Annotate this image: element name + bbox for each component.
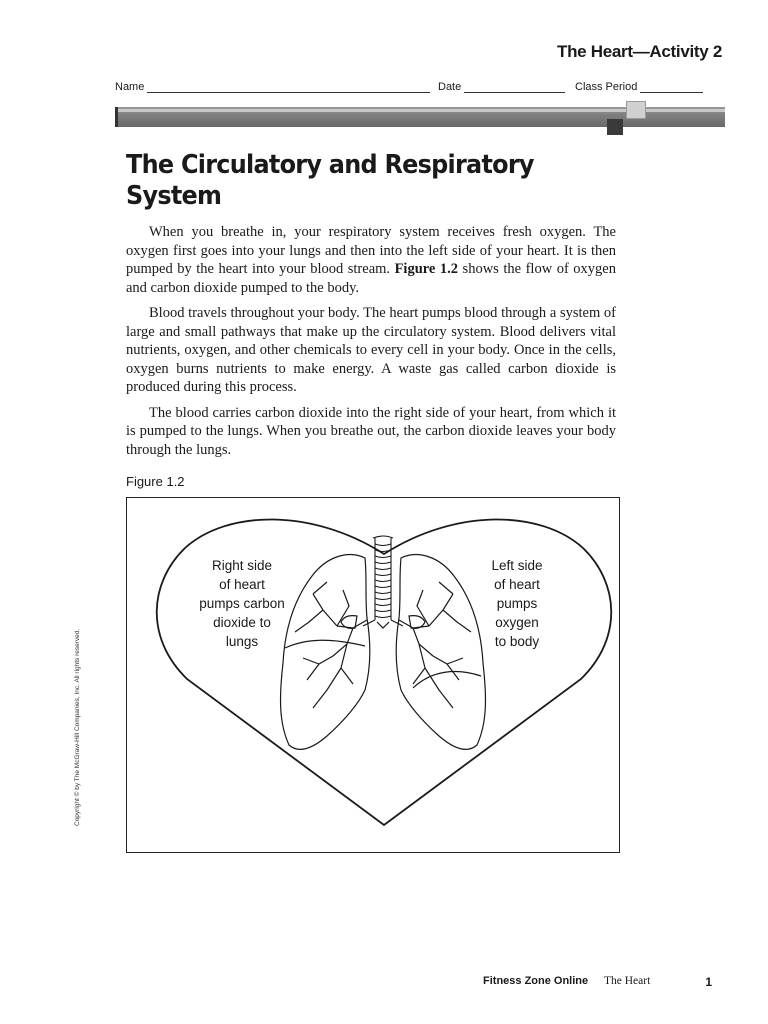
decorative-header-bar: [115, 107, 725, 127]
date-label: Date: [438, 81, 462, 93]
bronchi: [363, 620, 403, 628]
body-text: [126, 223, 616, 466]
student-info-fields: [115, 81, 710, 97]
class-period-label: Class Period: [575, 81, 638, 93]
name-label: Name: [115, 81, 145, 93]
name-field[interactable]: [115, 81, 430, 93]
footer-section: The Heart: [604, 975, 651, 987]
activity-title: The Heart—Activity 2: [557, 42, 722, 61]
name-line[interactable]: [147, 81, 430, 93]
copyright-notice: Copyright © by The McGraw-Hill Companies, Inc. All rights reserved.: [74, 628, 81, 826]
page-number: 1: [705, 975, 712, 989]
figure-caption: Figure 1.2: [126, 474, 185, 489]
paragraph-1: When you breathe in, your respiratory system receives fresh oxygen. The oxygen first goes into your lungs and then into the left side of your heart. It is then pumped by the heart into your blood stream. Figure 1.2 shows the flow of oxygen and carbon dioxide pumped to the body.: [126, 224, 616, 296]
label-left-side-heart: Left side of heart pumps oxygen to body: [491, 558, 543, 649]
footer-brand: Fitness Zone Online: [483, 975, 589, 987]
class-period-field[interactable]: [575, 81, 703, 93]
figure-heart-lungs: [126, 497, 620, 853]
lung-left: [396, 555, 485, 750]
class-period-line[interactable]: [640, 81, 703, 93]
paragraph-3: The blood carries carbon dioxide into the right side of your heart, from which it is pumped to the lungs. When you breathe out, the carbon dioxide leaves your body through the lungs.: [126, 404, 616, 458]
page-footer: [480, 975, 712, 991]
paragraph-2: Blood travels throughout your body. The heart pumps blood through a system of large and small pathways that make up the circulatory system. Blood delivers vital nutrients, oxygen, and other chemicals to every cell in your body. Once in the cells, oxygen burns nutrients to make energy. A waste gas called carbon dioxide is produced during this process.: [126, 305, 616, 395]
page-title: The Circulatory and Respiratory System: [126, 150, 534, 211]
heart-lungs-illustration: [127, 498, 621, 854]
date-line[interactable]: [464, 81, 565, 93]
label-right-side-heart: Right side of heart pumps carbon dioxide to lungs: [199, 558, 285, 649]
figure-reference: Figure 1.2: [394, 261, 459, 277]
date-field[interactable]: [438, 81, 565, 93]
